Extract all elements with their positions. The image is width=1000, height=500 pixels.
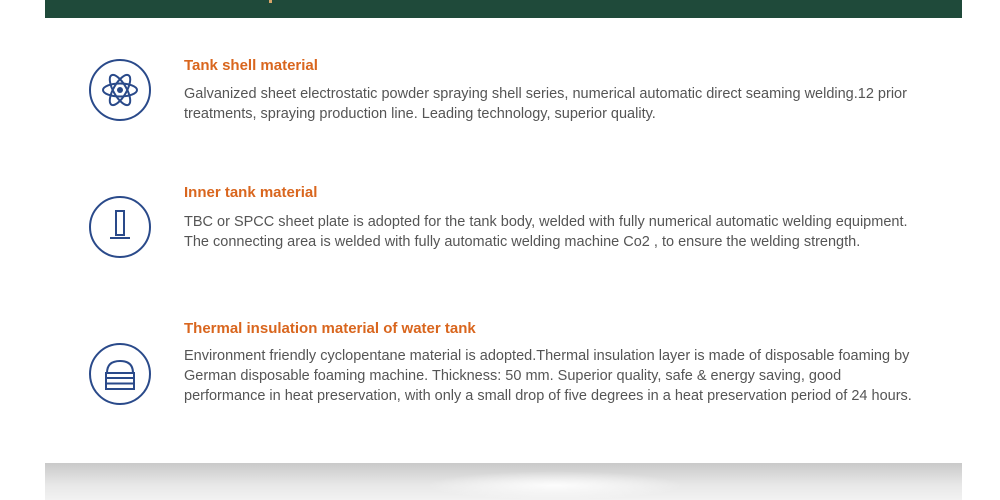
banner-decoration <box>269 0 272 3</box>
feature-title: Tank shell material <box>184 57 318 74</box>
feature-description: TBC or SPCC sheet plate is adopted for the tank body, welded with fully numerical automatic welding equipment. The connecting area is welded with fully automatic welding machine Co2 , to ensure the welding strength. <box>184 214 908 250</box>
feature-title: Thermal insulation material of water tank <box>184 320 476 337</box>
feature-title: Inner tank material <box>184 184 318 201</box>
bottom-banner <box>45 463 962 500</box>
feature-description: Environment friendly cyclopentane material is adopted.Thermal insulation layer is made of disposable foaming by German disposable foaming machine. Thickness: 50 mm. Superior quality, safe & energy saving, good performance in heat preservation, with only a small drop of five degrees in a heat preservation period of 24 hours. <box>184 348 912 404</box>
atom-icon <box>89 59 151 121</box>
feature-description: Galvanized sheet electrostatic powder spraying shell series, numerical automatic direct seaming welding.12 prior treatments, spraying production line. Leading technology, superior quality. <box>184 86 907 122</box>
top-banner <box>45 0 962 18</box>
rod-icon <box>89 196 151 258</box>
insulation-icon <box>89 343 151 405</box>
banner-highlight <box>425 471 685 500</box>
